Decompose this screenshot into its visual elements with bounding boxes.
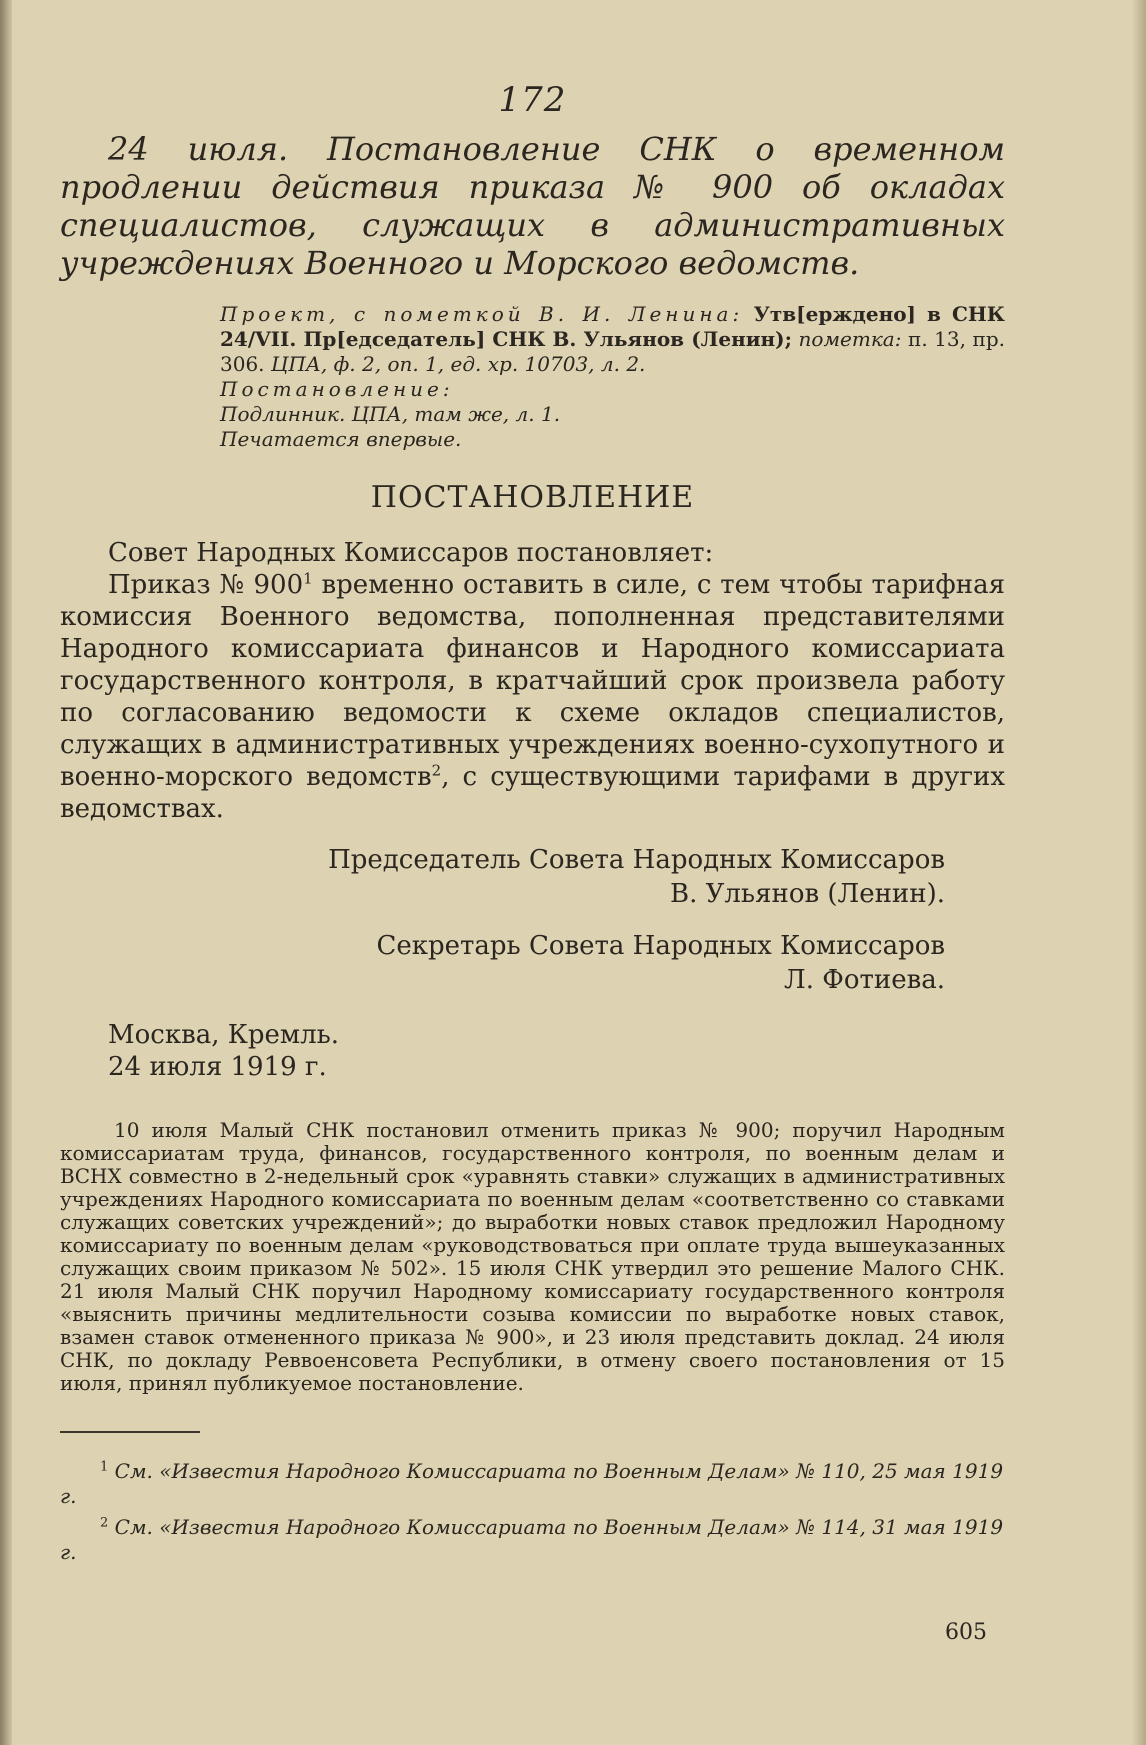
page-right-edge [1132, 0, 1146, 1745]
resolution-paragraph [60, 569, 1005, 825]
resolution-text-end: , с существующими тарифами в других ведомствах. [60, 762, 1005, 824]
footnote-text-2: См. «Известия Народного Комиссариата по Военным Делам» № 114, 31 мая 1919 г. [60, 1515, 1004, 1564]
page-binding-edge [0, 0, 12, 1745]
document-number: 172 [498, 80, 567, 120]
footnote-divider [60, 1431, 200, 1433]
source-mark-label: пометка: [798, 327, 902, 351]
footnote-1 [60, 1459, 1005, 1509]
document-heading: 24 июля. Постановление СНК о временном продлении действия приказа № 900 об окладах специалистов, служащих в административных учреждениях Военного и Морского ведомств. [60, 130, 1005, 282]
source-draft-label: Проект, с пометкой В. И. Ленина: [220, 302, 744, 326]
signature-chair [60, 843, 1005, 911]
footnote-ref-2: 2 [431, 761, 442, 780]
place: Москва, Кремль. [108, 1020, 340, 1050]
source-reference [220, 302, 1005, 452]
source-mark-value: п. 13, пр. 306. [220, 327, 1005, 376]
order-reference: Приказ № 900 [108, 570, 304, 600]
source-archive-ref: ЦПА, ф. 2, оп. 1, ед. хр. 10703, л. 2. [270, 352, 646, 376]
footnote-text-1: См. «Известия Народного Комиссариата по Военным Делам» № 110, 25 мая 1919 г. [60, 1459, 1004, 1508]
footnotes [60, 1459, 1005, 1565]
page-number: 605 [945, 1620, 987, 1645]
secretary-title: Секретарь Совета Народных Комиссаров [376, 931, 945, 961]
resolution-body [60, 537, 1005, 825]
resolution-title: ПОСТАНОВЛЕНИЕ [370, 480, 695, 515]
editorial-note: 10 июля Малый СНК постановил отменить приказ № 900; поручил Народным комиссариатам труда, финансов, государственного контроля, по военным делам и ВСНХ совместно в 2-недельный срок «уравнять ставки» служащих в административных учреждениях Народного комиссариата по военным делам «соответственно со ставками служащих советских учреждений»; до выработки новых ставок предложил Народному комиссариату по военным делам «руководствоваться при оплате труда вышеуказанных служащих своим приказом № 502». 15 июля СНК утвердил это решение Малого СНК. 21 июля Малый СНК поручил Народному комиссариату государственного контроля «выяснить причины медлительности созыва комиссии по выработке новых ставок, взамен ставок отмененного приказа № 900», и 23 июля представить доклад. 24 июля СНК, по докладу Реввоенсовета Республики, в отмену своего постановления от 15 июля, принял публикуемое постановление. [60, 1118, 1005, 1395]
chair-title: Председатель Совета Народных Комиссаров [328, 845, 945, 875]
source-line-original: Подлинник. ЦПА, там же, л. 1. [220, 402, 561, 426]
footnote-2 [60, 1515, 1005, 1565]
place-and-date [60, 1019, 1005, 1083]
resolution-preamble: Совет Народных Комиссаров постановляет: [108, 538, 714, 568]
source-line-draft [220, 302, 1005, 377]
resolution-text: временно оставить в силе, с тем чтобы тарифная комиссия Военного ведомства, пополненная представителями Народного комиссариата финансов и Народного комиссариата государственного контроля, в кратчайший срок произвела работу по согласованию ведомости к схеме окладов специалистов, служащих в административных учреждениях военно-сухопутного и военно-морского ведомств [60, 570, 1005, 792]
source-line-resolution: Постановление: [220, 377, 454, 401]
signature-secretary [60, 929, 1005, 997]
chair-name: В. Ульянов (Ленин). [669, 879, 945, 909]
document-page [60, 80, 1005, 1571]
footnote-mark-2: 2 [100, 1515, 109, 1531]
date: 24 июля 1919 г. [108, 1052, 327, 1082]
secretary-name: Л. Фотиева. [784, 965, 945, 995]
footnote-ref-1: 1 [303, 569, 313, 588]
source-approval-note: Утв[ерждено] в СНК 24/VII. Пр[едседатель] СНК В. Ульянов (Ленин); [220, 302, 1005, 351]
source-line-first-print: Печатается впервые. [220, 427, 462, 451]
footnote-mark-1: 1 [100, 1459, 109, 1475]
